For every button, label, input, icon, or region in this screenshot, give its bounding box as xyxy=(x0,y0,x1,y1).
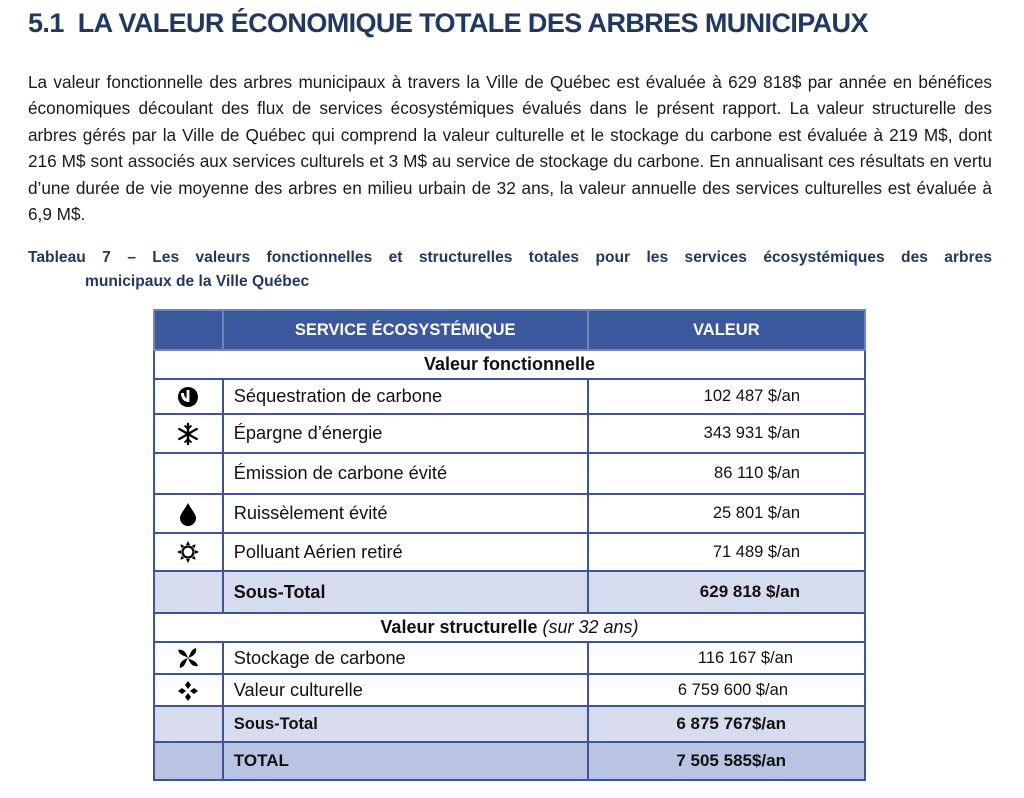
service-name: Épargne d’énergie xyxy=(223,414,588,453)
body-paragraph: La valeur fonctionnelle des arbres municipaux à travers la Ville de Québec est évaluée à 629 818$ par année en bénéfices économiques découlant des flux de services écosystémiques évalués dans le présent rapport. La valeur structurelle des arbres gérés par la Ville de Québec qui comprend la valeur culturelle et le stockage du carbone est évaluée à 219 M$, dont 216 M$ sont associés aux services culturels et 3 M$ au service de stockage du carbone. En annualisant ces résultats en vertu d’une durée de vie moyenne des arbres en milieu urbain de 32 ans, la valeur annuelle des services culturelles est évaluée à 6,9 M$. xyxy=(28,72,992,225)
service-name: Stockage de carbone xyxy=(223,642,588,674)
subtotal-label: Sous-Total xyxy=(223,571,588,613)
section-title-structural xyxy=(154,613,865,642)
table-row xyxy=(154,533,865,571)
empty-icon-cell xyxy=(154,453,223,494)
sun-icon xyxy=(154,533,223,571)
table-row xyxy=(154,453,865,494)
service-value: 25 801 $/an xyxy=(588,494,865,533)
service-name: Séquestration de carbone xyxy=(223,379,588,414)
four-diamonds-icon xyxy=(154,674,223,706)
service-name: Polluant Aérien retiré xyxy=(223,533,588,571)
table-header-row xyxy=(154,310,865,350)
total-value: 7 505 585$/an xyxy=(588,742,865,780)
section-title: LA VALEUR ÉCONOMIQUE TOTALE DES ARBRES MUNICIPAUX xyxy=(77,8,868,38)
header-icon-cell xyxy=(154,310,223,350)
header-service: SERVICE ÉCOSYSTÉMIQUE xyxy=(223,310,588,350)
table-caption-line-2: municipaux de la Ville Québec xyxy=(85,273,310,290)
total-label: TOTAL xyxy=(223,742,588,780)
service-value: 116 167 $/an xyxy=(588,642,865,674)
service-name: Valeur culturelle xyxy=(223,674,588,706)
table-row xyxy=(154,642,865,674)
subtotal-value: 6 875 767$/an xyxy=(588,706,865,742)
section-title-structural-text: Valeur structurelle xyxy=(380,617,538,637)
section-title-structural-note: (sur 32 ans) xyxy=(542,617,639,637)
service-value: 343 931 $/an xyxy=(588,414,865,453)
header-value: VALEUR xyxy=(588,310,865,350)
subtotal-row-structural xyxy=(154,706,865,742)
table-caption xyxy=(28,246,992,294)
service-name: Ruissèlement évité xyxy=(223,494,588,533)
subtotal-label: Sous-Total xyxy=(223,706,588,742)
table-row xyxy=(154,379,865,414)
water-drop-icon xyxy=(154,494,223,533)
subtotal-icon-cell xyxy=(154,706,223,742)
table-row xyxy=(154,674,865,706)
subtotal-value: 629 818 $/an xyxy=(588,571,865,613)
table-caption-line-1: Tableau 7 – Les valeurs fonctionnelles et structurelles totales pour les services écosystémiques des arbres xyxy=(28,249,992,266)
section-title-functional: Valeur fonctionnelle xyxy=(154,350,865,379)
service-value: 6 759 600 $/an xyxy=(588,674,865,706)
total-icon-cell xyxy=(154,742,223,780)
section-number: 5.1 xyxy=(28,8,64,38)
service-value: 71 489 $/an xyxy=(588,533,865,571)
subtotal-row-functional xyxy=(154,571,865,613)
subtotal-icon-cell xyxy=(154,571,223,613)
section-heading xyxy=(28,8,1008,39)
service-name: Émission de carbone évité xyxy=(223,453,588,494)
total-row xyxy=(154,742,865,780)
section-row-structural xyxy=(154,613,865,642)
ecosystem-services-table xyxy=(153,309,866,781)
service-value: 102 487 $/an xyxy=(588,379,865,414)
section-row-functional xyxy=(154,350,865,379)
carbon-storage-icon xyxy=(154,642,223,674)
carbon-sequestration-icon xyxy=(154,379,223,414)
table-row xyxy=(154,494,865,533)
service-value: 86 110 $/an xyxy=(588,453,865,494)
snowflake-icon xyxy=(154,414,223,453)
table-row xyxy=(154,414,865,453)
